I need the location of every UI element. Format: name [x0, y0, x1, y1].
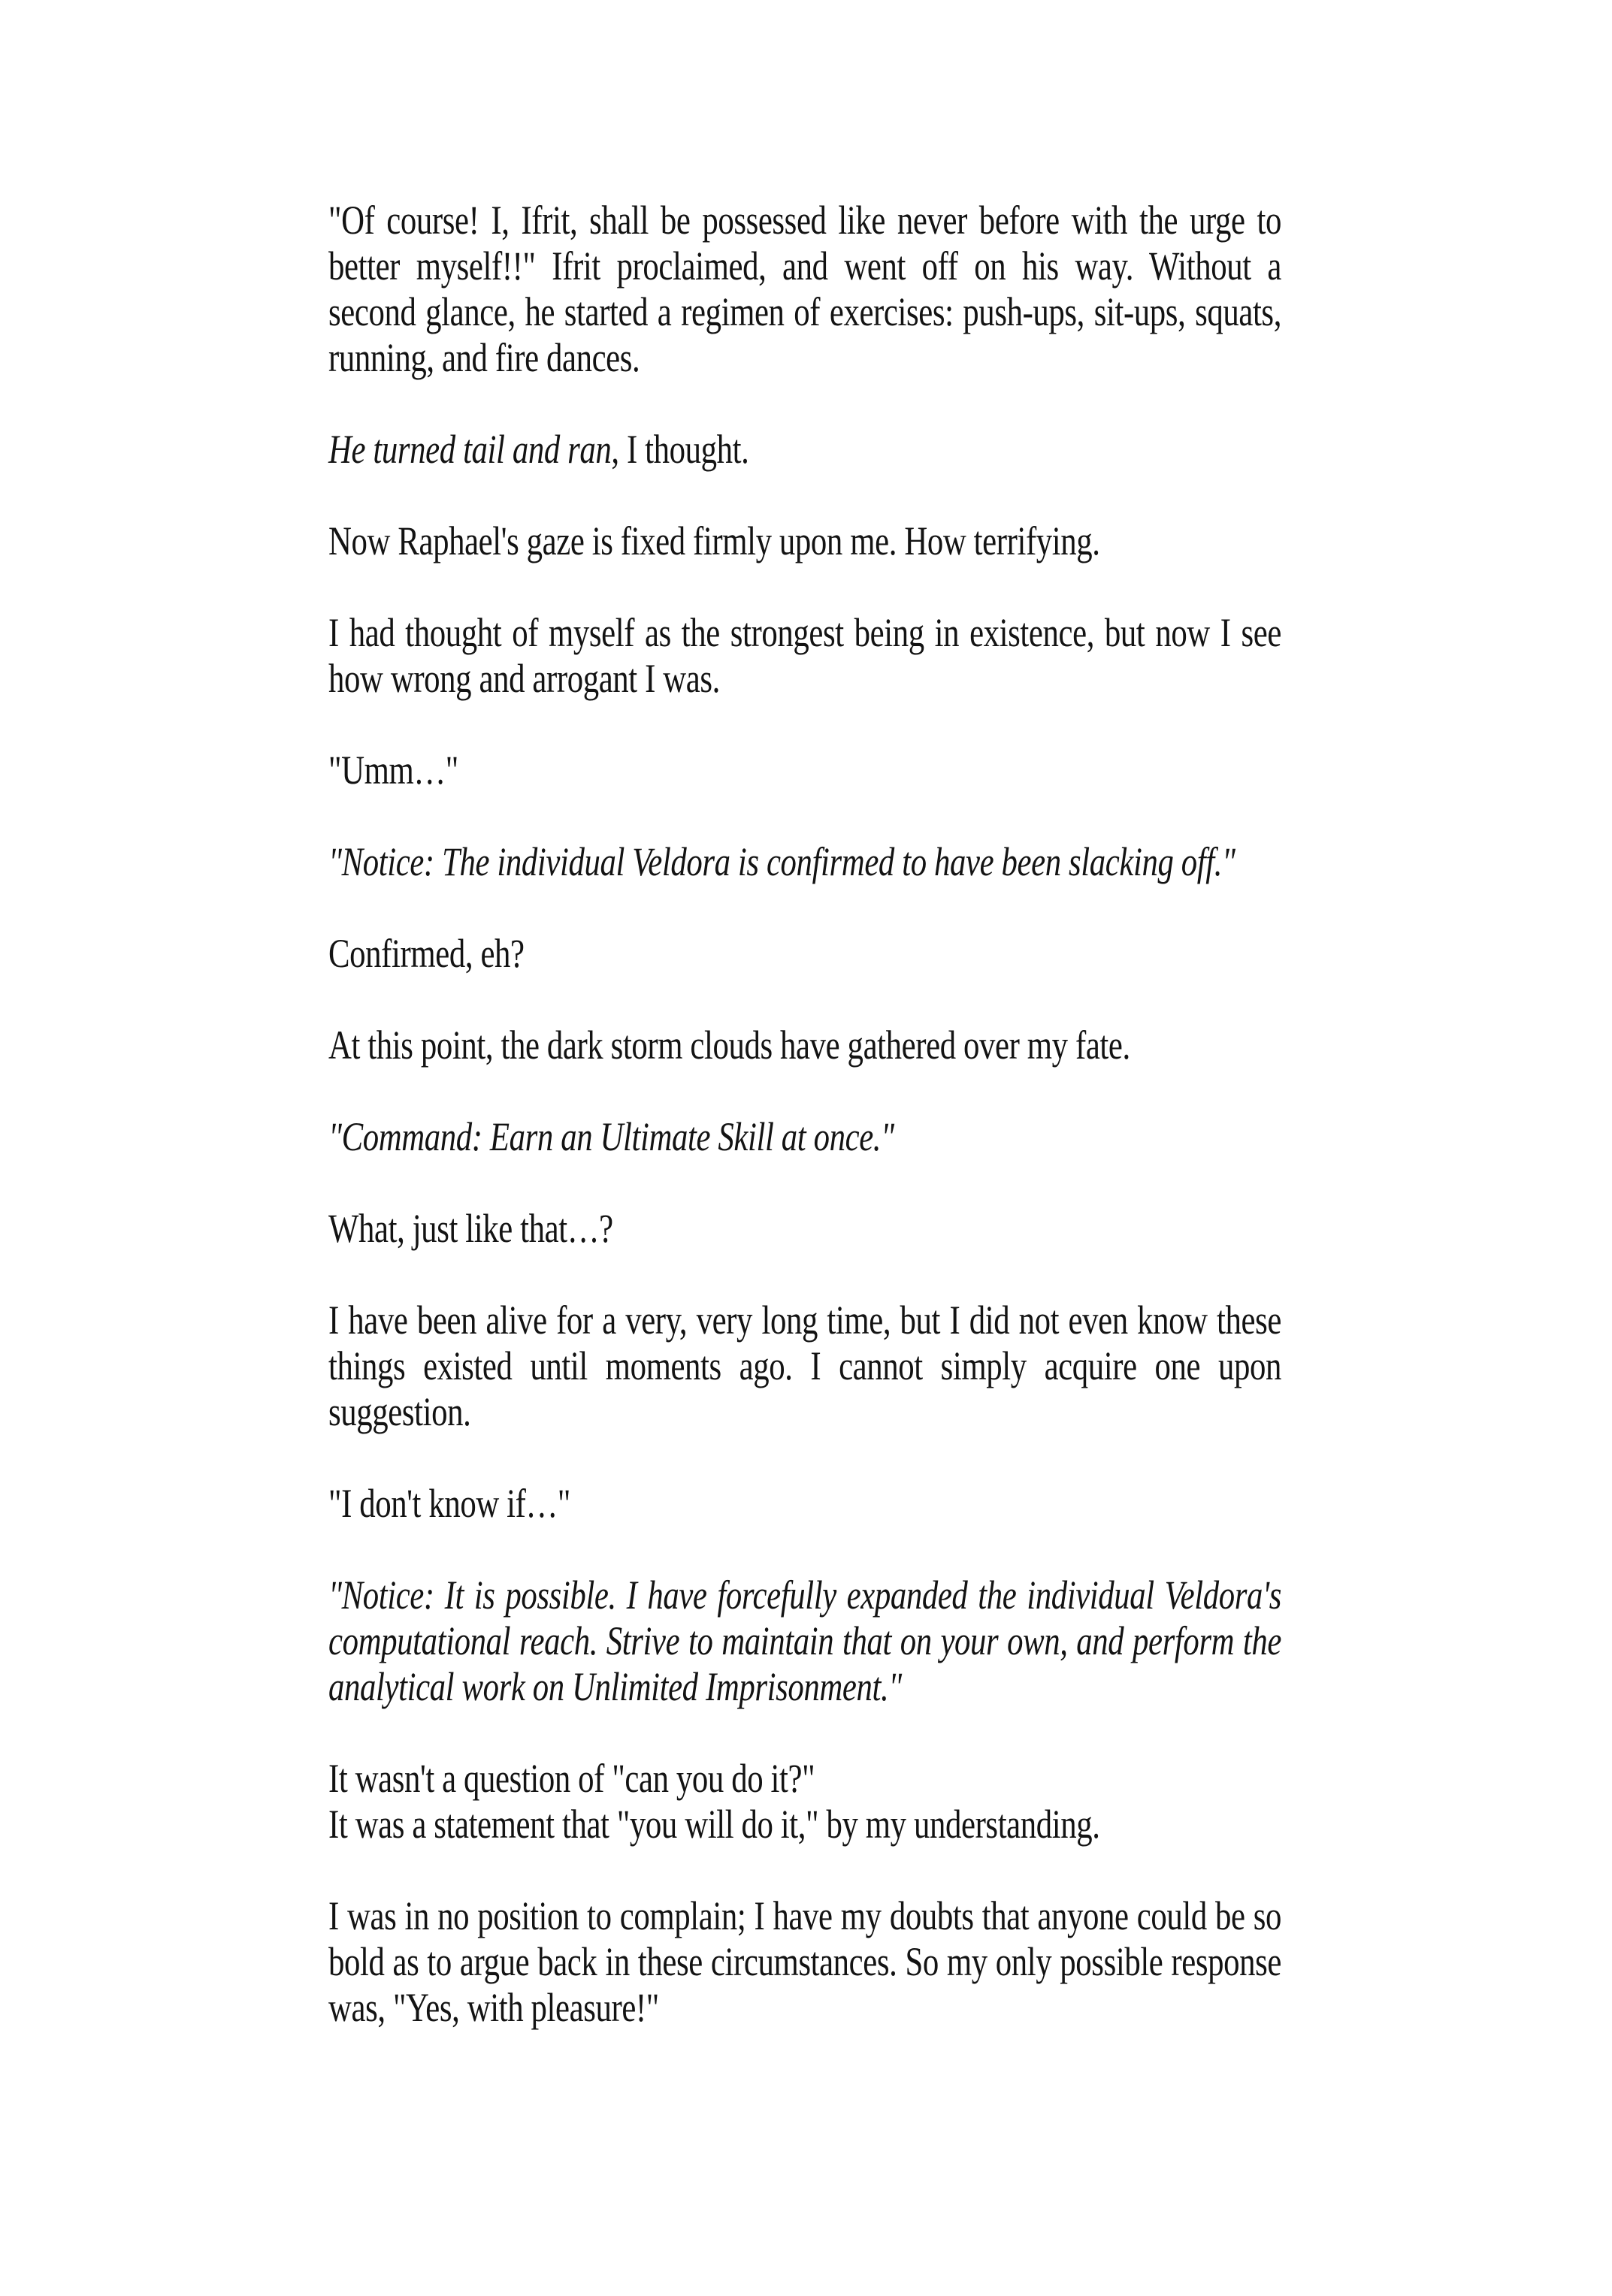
- paragraph-1: [328, 198, 1281, 381]
- text-run: It was a statement that "you will do it," by my understanding.: [328, 1802, 1100, 1847]
- paragraph-6: [328, 839, 1281, 885]
- paragraph-9: [328, 1114, 1281, 1160]
- paragraph-2: [328, 427, 1281, 473]
- paragraph-3: [328, 518, 1281, 564]
- paragraph-4: [328, 610, 1281, 702]
- text-run: "I don't know if…": [328, 1481, 570, 1526]
- text-run: I was in no position to complain; I have my doubts that anyone could be so bold as to argue back in these circumstances. So my only possible response was, "Yes, with pleasure!": [328, 1893, 1281, 2030]
- paragraph-14: [328, 1756, 1281, 1847]
- paragraph-7: [328, 931, 1281, 977]
- text-run: "Of course! I, Ifrit, shall be possessed like never before with the urge to better myself!!" Ifrit proclaimed, and went off on his way. Without a second glance, he started a regimen of exercises: push-ups, sit-ups, squats, running, and fire dances.: [328, 198, 1281, 380]
- text-run: It wasn't a question of "can you do it?": [328, 1756, 815, 1801]
- italic-text-run: He turned tail and ran: [328, 427, 612, 472]
- text-run: I have been alive for a very, very long time, but I did not even know these things existed until moments ago. I cannot simply acquire one upon suggestion.: [328, 1298, 1281, 1434]
- italic-text-run: "Notice: The individual Veldora is confirmed to have been slacking off.": [328, 839, 1235, 884]
- text-run: Now Raphael's gaze is fixed firmly upon me. How terrifying.: [328, 518, 1100, 563]
- paragraph-10: [328, 1206, 1281, 1252]
- paragraph-8: [328, 1023, 1281, 1068]
- paragraph-12: [328, 1481, 1281, 1527]
- italic-text-run: "Notice: It is possible. I have forcefully expanded the individual Veldora's computational reach. Strive to maintain that on your own, and perform the analytical work on Unlimited Imprisonment.": [328, 1572, 1281, 1709]
- text-run: Confirmed, eh?: [328, 931, 525, 976]
- text-run: What, just like that…?: [328, 1206, 613, 1251]
- paragraph-15: [328, 1893, 1281, 2031]
- italic-text-run: "Command: Earn an Ultimate Skill at once.": [328, 1114, 894, 1159]
- text-run: , I thought.: [611, 427, 749, 472]
- text-column: [328, 198, 1281, 2077]
- text-run: "Umm…": [328, 748, 458, 793]
- paragraph-13: [328, 1572, 1281, 1710]
- text-run: At this point, the dark storm clouds have gathered over my fate.: [328, 1023, 1130, 1068]
- paragraph-11: [328, 1298, 1281, 1435]
- text-run: I had thought of myself as the strongest being in existence, but now I see how wrong and arrogant I was.: [328, 610, 1281, 701]
- paragraph-5: [328, 748, 1281, 793]
